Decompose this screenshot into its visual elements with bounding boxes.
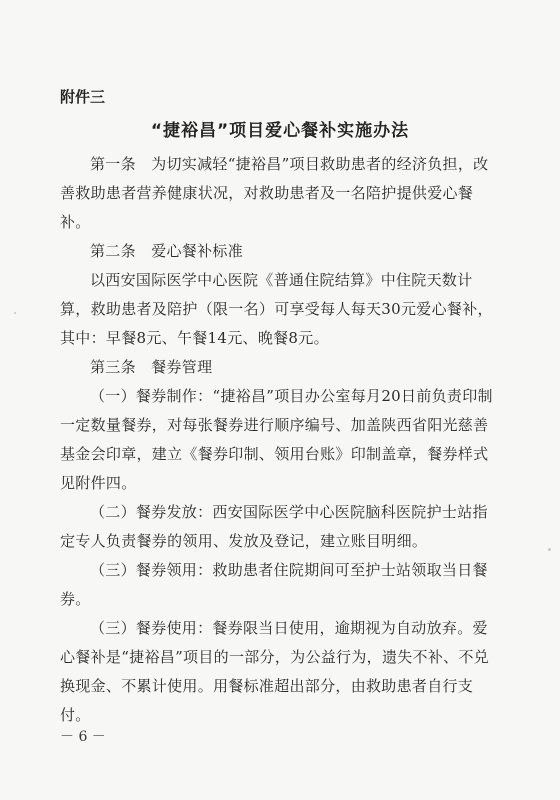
coupon-distribution-paragraph: （二）餐券发放：西安国际医学中心医院脑科医院护士站指定专人负责餐券的领用、发放及登记，建立账目明细。 <box>60 503 488 550</box>
article-2-heading: 第二条 爱心餐补标准 <box>90 242 244 260</box>
article-2-paragraph: 以西安国际医学中心医院《普通住院结算》中住院天数计算，救助患者及陪护（限一名）可享受每人每天30元爱心餐补，其中：早餐8元、午餐14元、晚餐8元。 <box>60 271 493 347</box>
coupon-collection-paragraph: （三）餐券领用：救助患者住院期间可至护士站领取当日餐券。 <box>60 561 488 608</box>
document-title: “捷裕昌”项目爱心餐补实施办法 <box>150 121 410 141</box>
attachment-label: 附件三 <box>60 88 106 106</box>
page-number: － 6 － <box>60 729 106 745</box>
article-1-paragraph: 第一条 为切实减轻“捷裕昌”项目救助患者的经济负担，改善救助患者营养健康状况，对救助患者及一名陪护提供爱心餐补。 <box>60 155 489 231</box>
coupon-usage-paragraph: （三）餐券使用：餐券限当日使用，逾期视为自动放弃。爱心餐补是“捷裕昌”项目的一部分，为公益行为，遗失不补、不兑换现金、不累计使用。用餐标准超出部分，由救助患者自行支付。 <box>60 619 490 724</box>
article-3-heading: 第三条 餐券管理 <box>90 358 213 376</box>
coupon-production-paragraph: （一）餐券制作：“捷裕昌”项目办公室每月20日前负责印制一定数量餐券，对每张餐券进行顺序编号、加盖陕西省阳光慈善基金会印章，建立《餐券印制、领用台账》印制盖章，餐券样式见附件四。 <box>60 387 493 492</box>
scan-speck <box>548 548 551 551</box>
scan-speck <box>14 312 16 314</box>
document-body <box>60 150 500 730</box>
